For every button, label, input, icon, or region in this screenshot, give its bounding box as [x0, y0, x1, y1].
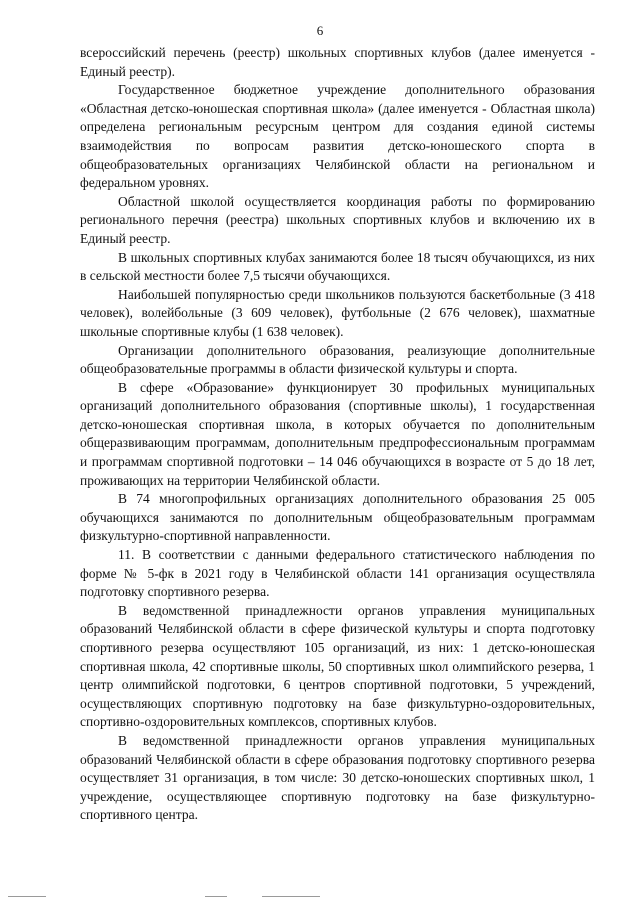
paragraph-education-sphere: В сфере «Образование» функционирует 30 профильных муниципальных организаций дополнительного образования (спортивные школы), 1 государственная детско-юношеская спортивная школа, в которых обучается по дополнительным общеразвивающим программам, дополнительным предпрофессиональным программам и программам спортивной подготовки – 14 046 обучающихся в возрасте от 5 до 18 лет, проживающих на территории Челябинской области.: [80, 379, 595, 488]
paragraph-regional-resource-center: Государственное бюджетное учреждение дополнительного образования «Областная детско-юношеская спортивная школа» (далее именуется - Областная школа) определена региональным ресурсным центром для создания единой системы взаимодействия по вопросам развития детско-юношеского спорта в общеобразовательных организациях Челябинской области на региональном и федеральном уровнях.: [80, 82, 595, 191]
paragraph-sports-administration: В ведомственной принадлежности органов управления муниципальных образований Челябинской области в сфере физической культуры и спорта подготовку спортивного резерва осуществляют 105 организаций, из них: 1 детско-юношеская спортивная школа, 42 спортивные школы, 50 спортивных школ олимпийского резерва, 1 центр олимпийской подготовки, 6 центров спортивной подготовки, 5 учреждений, осуществляющих спортивную подготовку на базе физкультурно-оздоровительных, спортивно-оздоровительных комплексов, спортивных клубов.: [80, 602, 595, 730]
scan-mark: [8, 896, 46, 897]
paragraph-club-participants: В школьных спортивных клубах занимаются более 18 тысяч обучающихся, из них в сельской местности более 7,5 тысячи обучающихся.: [80, 249, 595, 284]
scan-mark: [262, 896, 320, 897]
paragraph-additional-education: Организации дополнительного образования, реализующие дополнительные общеобразовательные программы в области физической культуры и спорта.: [80, 342, 595, 377]
scan-mark: [205, 896, 227, 897]
page-number: 6: [316, 23, 324, 38]
paragraph-popular-clubs: Наибольшей популярностью среди школьников пользуются баскетбольные (3 418 человек), волейбольные (3 609 человек), футбольные (2 676 человек), шахматные школьные спортивные клубы (1 638 человек).: [80, 286, 595, 339]
paragraph-multiprofile-organizations: В 74 многопрофильных организациях дополнительного образования 25 005 обучающихся занимаются по дополнительным общеобразовательным программам физкультурно-спортивной направленности.: [80, 491, 595, 544]
paragraph-section-11: 11. В соответствии с данными федерального статистического наблюдения по форме № 5-фк в 2021 году в Челябинской области 141 организация осуществляла подготовку спортивного резерва.: [80, 547, 595, 600]
scan-artifacts: [0, 896, 640, 900]
paragraph-continuation: всероссийский перечень (реестр) школьных спортивных клубов (далее именуется - Единый реестр).: [80, 45, 595, 79]
document-body: [80, 44, 595, 825]
paragraph-education-administration: В ведомственной принадлежности органов управления муниципальных образований Челябинской области в сфере образования подготовку спортивного резерва осуществляет 31 организация, в том числе: 30 детско-юношеских спортивных школ, 1 учреждение, осуществляющее спортивную подготовку на базе физкультурно-спортивного центра.: [80, 732, 595, 823]
paragraph-coordination: Областной школой осуществляется координация работы по формированию регионального перечня (реестра) школьных спортивных клубов и включению их в Единый реестр.: [80, 193, 595, 246]
